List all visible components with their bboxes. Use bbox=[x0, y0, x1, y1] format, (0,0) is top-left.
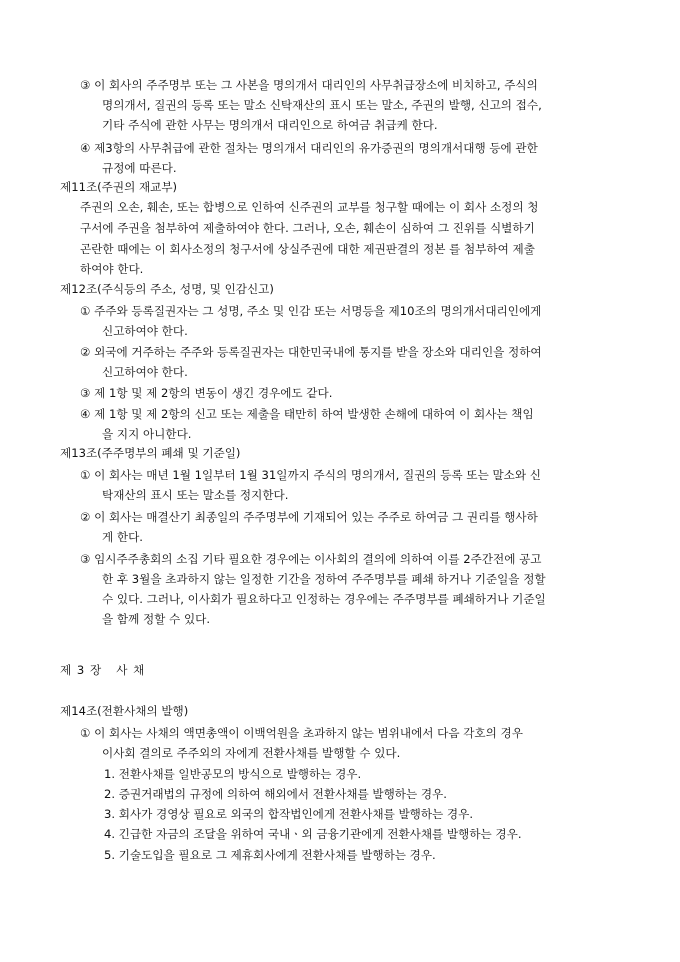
list-item: 2. 증권거래법의 규정에 의하여 해외에서 전환사채를 발행하는 경우. bbox=[104, 787, 447, 801]
list-item: 1. 전환사채를 일반공모의 방식으로 발행하는 경우. bbox=[104, 767, 362, 781]
clause-line: ① 주주와 등록질권자는 그 성명, 주소 및 인감 또는 서명등을 제10조의 명의개서대리인에게 bbox=[80, 304, 542, 318]
clause-line: ③ 임시주주총회의 소집 기타 필요한 경우에는 이사회의 결의에 의하여 이를 2주간전에 공고 bbox=[80, 552, 542, 566]
clause-line: ② 이 회사는 매결산기 최종일의 주주명부에 기재되어 있는 주주로 하여금 그 권리를 행사하 bbox=[80, 510, 538, 524]
clause-line: 이사회 결의로 주주외의 자에게 전환사채를 발행할 수 있다. bbox=[102, 746, 401, 760]
clause-line: 을 함께 정할 수 있다. bbox=[102, 612, 211, 626]
clause-line: 신고하여야 한다. bbox=[102, 365, 188, 379]
article-heading: 제12조(주식등의 주소, 성명, 및 인감신고) bbox=[60, 282, 274, 296]
list-item: 3. 회사가 경영상 필요로 외국의 합작법인에게 전환사채를 발행하는 경우. bbox=[104, 807, 474, 821]
article-heading: 제11조(주권의 재교부) bbox=[60, 180, 178, 194]
clause-line: 규정에 따른다. bbox=[102, 161, 177, 175]
clause-line: ① 이 회사는 매년 1월 1일부터 1월 31일까지 주식의 명의개서, 질권의 등록 또는 말소와 신 bbox=[80, 468, 541, 482]
list-item: 4. 긴급한 자금의 조달을 위하여 국내ㆍ외 금융기관에게 전환사채를 발행하는 경우. bbox=[104, 827, 522, 841]
chapter-heading: 제 3 장 사 채 bbox=[60, 663, 146, 677]
clause-line: ④ 제3항의 사무취급에 관한 절차는 명의개서 대리인의 유가증권의 명의개서대행 등에 관한 bbox=[80, 141, 538, 155]
clause-line: ③ 이 회사의 주주명부 또는 그 사본을 명의개서 대리인의 사무취급장소에 비치하고, 주식의 bbox=[80, 78, 538, 92]
clause-line: 구서에 주권을 첨부하여 제출하여야 한다. 그러나, 오손, 훼손이 심하여 그 진위를 식별하기 bbox=[80, 221, 535, 235]
clause-line: 한 후 3월을 초과하지 않는 일정한 기간을 정하여 주주명부를 폐쇄 하거나 기준일을 정할 bbox=[102, 572, 546, 586]
list-item: 5. 기술도입을 필요로 그 제휴회사에게 전환사채를 발행하는 경우. bbox=[104, 848, 436, 862]
clause-line: 수 있다. 그러나, 이사회가 필요하다고 인정하는 경우에는 주주명부를 폐쇄하거나 기준일 bbox=[102, 592, 546, 606]
clause-line: 명의개서, 질권의 등록 또는 말소 신탁재산의 표시 또는 말소, 주권의 발행, 신고의 접수, bbox=[102, 98, 542, 112]
article-heading: 제13조(주주명부의 폐쇄 및 기준일) bbox=[60, 446, 241, 460]
clause-line: 신고하여야 한다. bbox=[102, 324, 188, 338]
clause-line: 주권의 오손, 훼손, 또는 합병으로 인하여 신주권의 교부를 청구할 때에는 이 회사 소정의 청 bbox=[80, 200, 539, 214]
clause-line: 곤란한 때에는 이 회사소정의 청구서에 상실주권에 대한 제권판결의 정본 를 첨부하여 제출 bbox=[80, 242, 535, 256]
clause-line: ③ 제 1항 및 제 2항의 변동이 생긴 경우에도 같다. bbox=[80, 386, 333, 400]
clause-line: ② 외국에 거주하는 주주와 등록질권자는 대한민국내에 통지를 받을 장소와 대리인을 정하여 bbox=[80, 345, 542, 359]
clause-line: ④ 제 1항 및 제 2항의 신고 또는 제출을 태만히 하여 발생한 손해에 대하여 이 회사는 책임 bbox=[80, 407, 534, 421]
clause-line: 탁재산의 표시 또는 말소를 정지한다. bbox=[102, 488, 289, 502]
clause-line: 하여야 한다. bbox=[80, 262, 144, 276]
clause-line: 기타 주식에 관한 사무는 명의개서 대리인으로 하여금 취급케 한다. bbox=[102, 118, 438, 132]
clause-line: 을 지지 아니한다. bbox=[102, 427, 192, 441]
clause-line: 게 한다. bbox=[102, 530, 143, 544]
article-heading: 제14조(전환사채의 발행) bbox=[60, 704, 189, 718]
clause-line: ① 이 회사는 사채의 액면총액이 이백억원을 초과하지 않는 범위내에서 다음 각호의 경우 bbox=[80, 726, 523, 740]
